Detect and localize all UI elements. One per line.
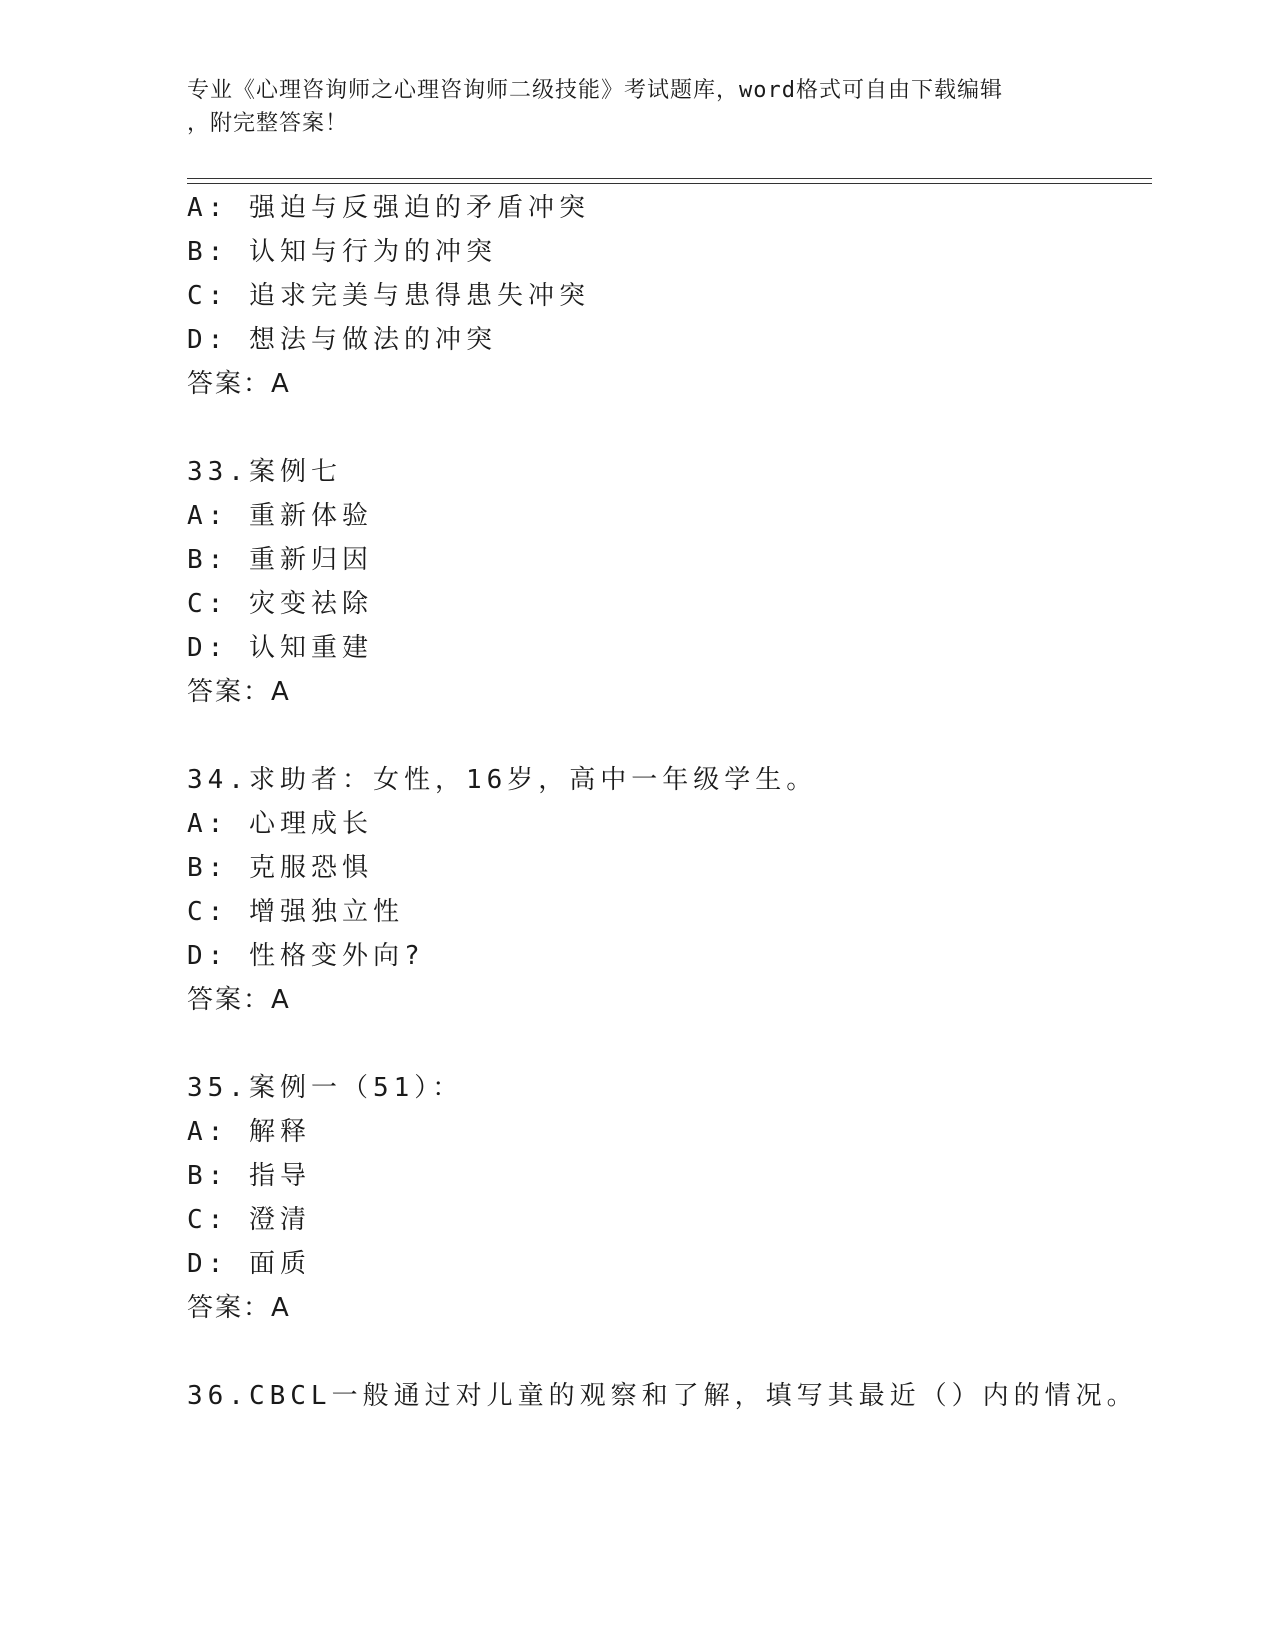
header-divider-top — [187, 178, 1152, 179]
option-a: A: 重新体验 — [187, 501, 373, 531]
option-b: B: 指导 — [187, 1161, 311, 1191]
option-d: D: 面质 — [187, 1249, 311, 1279]
option-b: B: 重新归因 — [187, 545, 373, 575]
answer: 答案：A — [187, 369, 291, 399]
option-b: B: 认知与行为的冲突 — [187, 237, 497, 267]
option-d: D: 想法与做法的冲突 — [187, 325, 497, 355]
option-a: A: 心理成长 — [187, 809, 373, 839]
option-a: A: 解释 — [187, 1117, 311, 1147]
question-36-stem: 36.CBCL一般通过对儿童的观察和了解，填写其最近（）内的情况。 — [187, 1381, 1138, 1411]
question-34-stem: 34.求助者：女性，16岁，高中一年级学生。 — [187, 765, 818, 795]
document-header — [187, 74, 1087, 140]
header-line-1: 专业《心理咨询师之心理咨询师二级技能》考试题库，word格式可自由下载编辑 — [187, 78, 1003, 103]
header-divider-bottom — [187, 183, 1152, 184]
option-d: D: 认知重建 — [187, 633, 373, 663]
answer: 答案：A — [187, 1293, 291, 1323]
question-35-stem: 35.案例一（51）： — [187, 1073, 464, 1103]
option-b: B: 克服恐惧 — [187, 853, 373, 883]
option-c: C: 灾变祛除 — [187, 589, 373, 619]
option-a: A: 强迫与反强迫的矛盾冲突 — [187, 193, 590, 223]
option-d: D: 性格变外向? — [187, 941, 425, 971]
answer: 答案：A — [187, 985, 291, 1015]
option-c: C: 澄清 — [187, 1205, 311, 1235]
question-33-stem: 33.案例七 — [187, 457, 342, 487]
option-c: C: 增强独立性 — [187, 897, 404, 927]
answer: 答案：A — [187, 677, 291, 707]
header-line-2: ，附完整答案！ — [187, 111, 349, 136]
option-c: C: 追求完美与患得患失冲突 — [187, 281, 590, 311]
